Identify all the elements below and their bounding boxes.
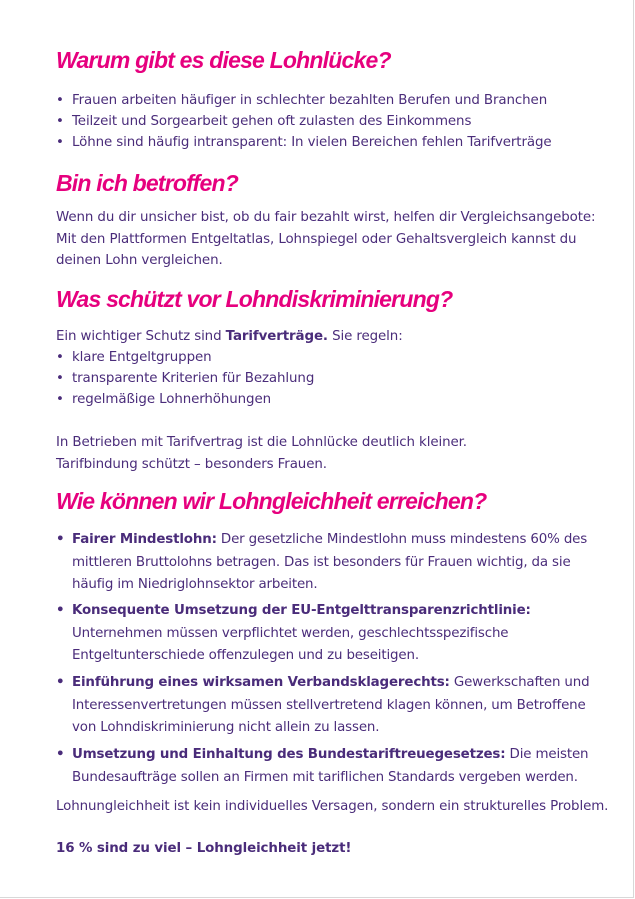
heading-why-gap: Warum gibt es diese Lohnlücke? xyxy=(56,47,391,73)
slogan: 16 % sind zu viel – Lohngleichheit jetzt! xyxy=(56,841,352,856)
demand-text: Der gesetzliche Mindestlohn muss mindestens 60% des mittleren Bruttolohns betragen. Das ist besonders für Frauen wichtig, da sie häufig im Niedriglohnsektor arbeiten. xyxy=(72,532,588,592)
list-item: • regelmäßige Lohnerhöhungen xyxy=(56,389,314,410)
affected-paragraph xyxy=(56,207,595,272)
demand-title: Einführung eines wirksamen Verbandsklagerechts: xyxy=(72,675,450,690)
paragraph-line: Tarifbindung schützt – besonders Frauen. xyxy=(56,456,327,472)
intro-text: Ein wichtiger Schutz sind xyxy=(56,329,226,344)
list-item: • Löhne sind häufig intransparent: In vielen Bereichen fehlen Tarifverträge xyxy=(56,132,552,153)
intro-text-end: Sie regeln: xyxy=(327,329,403,344)
why-gap-list xyxy=(56,90,552,153)
protection-intro xyxy=(56,326,403,348)
demand-item: • Einführung eines wirksamen Verbandsklagerechts: Gewerkschaften und Interessenvertretungen müssen stellvertretend klagen können, um Betroffene von Lohndiskriminierung nicht allein zu lassen. xyxy=(56,675,590,735)
closing-statement: Lohnungleichheit ist kein individuelles Versagen, sondern ein strukturelles Problem. xyxy=(56,799,609,814)
demand-title: Fairer Mindestlohn: xyxy=(72,532,217,547)
list-item: • Teilzeit und Sorgearbeit gehen oft zulasten des Einkommens xyxy=(56,111,552,132)
list-item: • klare Entgeltgruppen xyxy=(56,347,314,368)
paragraph-line: Mit den Plattformen Entgeltatlas, Lohnspiegel oder Gehaltsvergleich kannst du xyxy=(56,231,577,247)
list-item: • transparente Kriterien für Bezahlung xyxy=(56,368,314,389)
heading-protection: Was schützt vor Lohndiskriminierung? xyxy=(56,286,453,312)
demand-item: • Fairer Mindestlohn: Der gesetzliche Mindestlohn muss mindestens 60% des mittleren Bruttolohns betragen. Das ist besonders für Frauen wichtig, da sie häufig im Niedriglohnsektor arbeiten. xyxy=(56,532,588,592)
paragraph-line: In Betrieben mit Tarifvertrag ist die Lohnlücke deutlich kleiner. xyxy=(56,435,467,450)
demand-item: • Konsequente Umsetzung der EU-Entgelttransparenzrichtlinie: Unternehmen müssen verpflichtet werden, geschlechtsspezifische Entgeltunterschiede offenzulegen und zu beseitigen. xyxy=(56,603,531,663)
intro-bold-term: Tarifverträge. xyxy=(225,329,328,344)
demand-title: Konsequente Umsetzung der EU-Entgelttransparenzrichtlinie: xyxy=(72,603,531,618)
demand-text: Gewerkschaften und Interessenvertretungen müssen stellvertretend klagen können, um Betroffene von Lohndiskriminierung nicht allein zu lassen. xyxy=(72,675,590,735)
protection-closing xyxy=(56,432,467,475)
paragraph-line: deinen Lohn vergleichen. xyxy=(56,253,223,268)
heading-am-i-affected: Bin ich betroffen? xyxy=(56,170,238,196)
protection-list xyxy=(56,347,314,410)
list-item: • Frauen arbeiten häufiger in schlechter bezahlten Berufen und Branchen xyxy=(56,90,552,111)
demand-text: Die meisten Bundesaufträge sollen an Firmen mit tariflichen Standards vergeben werden. xyxy=(72,747,589,785)
demand-item: • Umsetzung und Einhaltung des Bundestariftreuegesetzes: Die meisten Bundesaufträge sollen an Firmen mit tariflichen Standards vergeben werden. xyxy=(56,747,589,785)
demand-title: Umsetzung und Einhaltung des Bundestariftreuegesetzes: xyxy=(72,747,506,762)
demand-text: Unternehmen müssen verpflichtet werden, geschlechtsspezifische Entgeltunterschiede offenzulegen und zu beseitigen. xyxy=(72,625,509,663)
heading-achieve-equality: Wie können wir Lohngleichheit erreichen? xyxy=(56,488,487,514)
paragraph-line: Wenn du dir unsicher bist, ob du fair bezahlt wirst, helfen dir Vergleichsangebote: xyxy=(56,210,596,225)
